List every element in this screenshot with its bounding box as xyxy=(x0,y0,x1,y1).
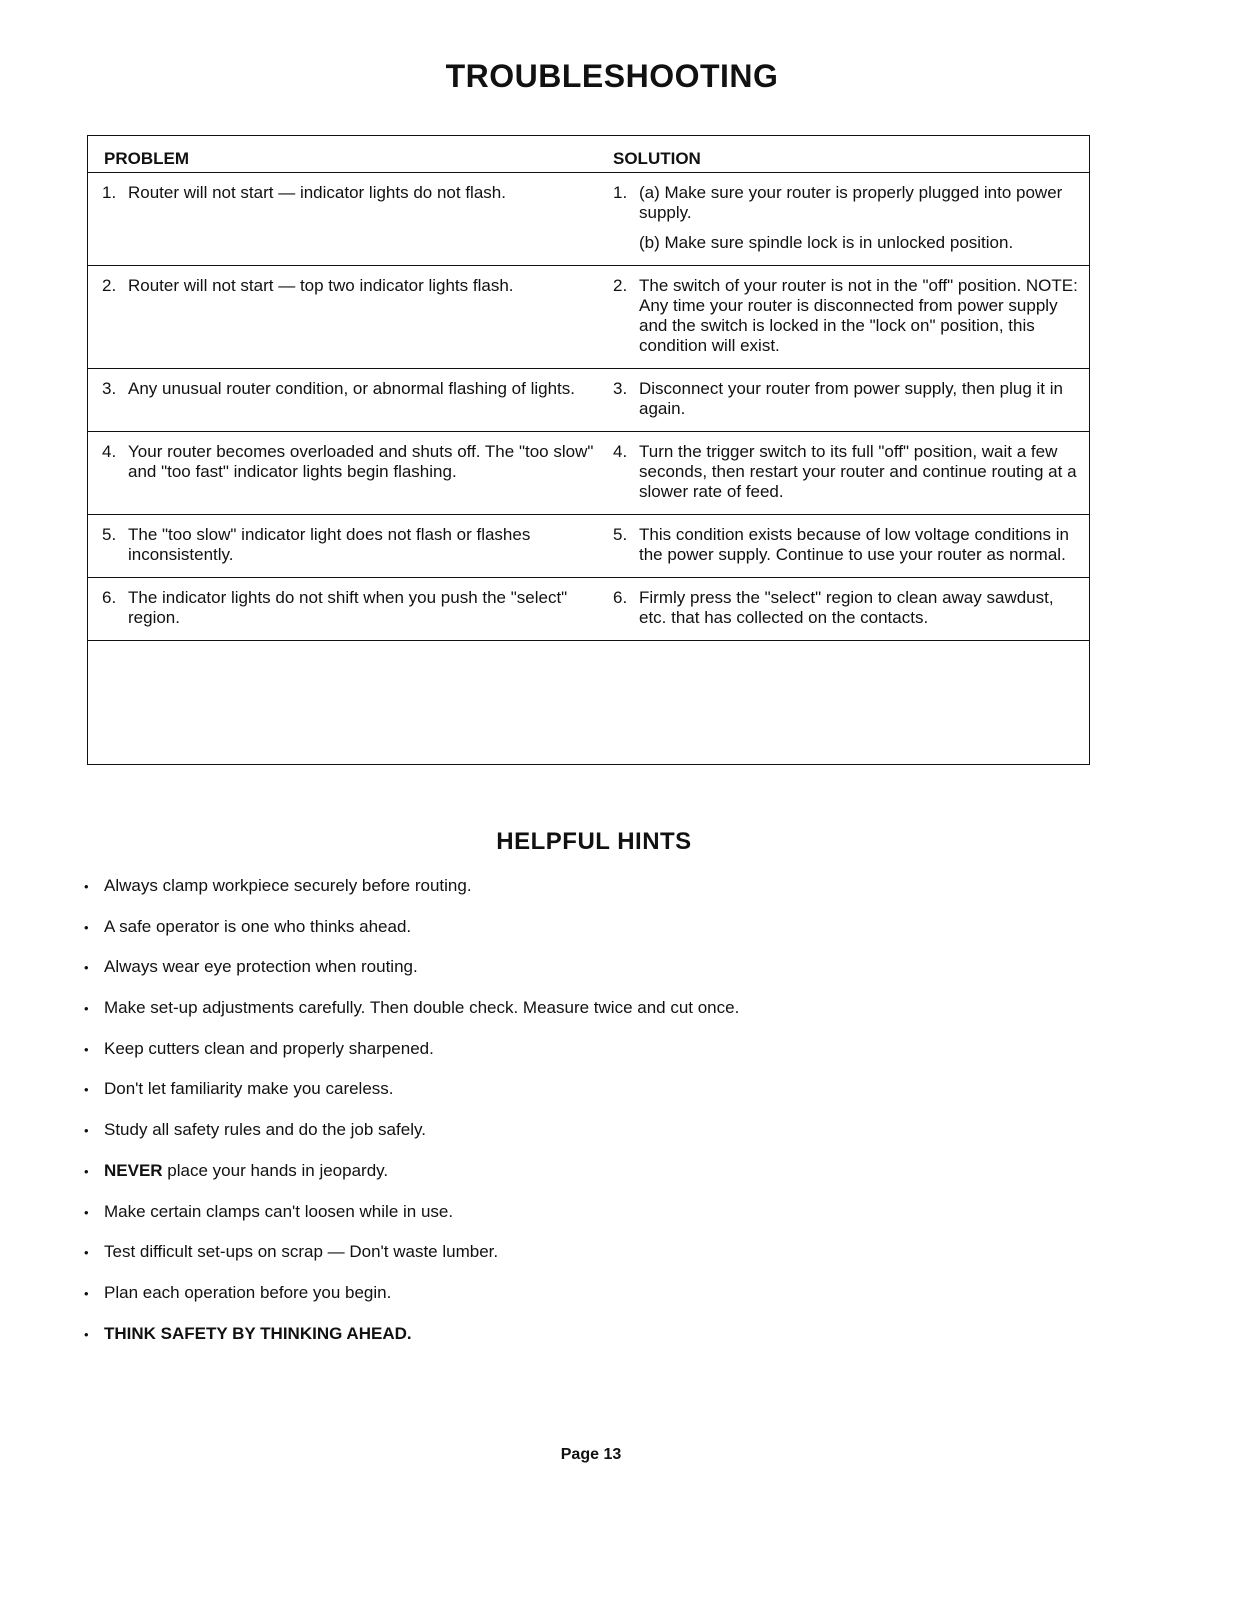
solution-cell xyxy=(607,369,1090,432)
bullet-icon: • xyxy=(84,1245,89,1261)
solution-cell xyxy=(607,578,1090,641)
solution-cell xyxy=(607,173,1090,266)
bullet-icon: • xyxy=(84,1082,89,1098)
solution-text: Firmly press the "select" region to clean away sawdust, etc. that has collected on the contacts. xyxy=(639,588,1054,627)
table-row xyxy=(87,266,1090,369)
troubleshooting-table xyxy=(87,135,1090,641)
hint-body: Test difficult set-ups on scrap — Don't waste lumber. xyxy=(104,1242,499,1262)
solution-number: 2. xyxy=(613,276,628,295)
problem-text: Any unusual router condition, or abnormal flashing of lights. xyxy=(128,379,575,398)
hint-body: A safe operator is one who thinks ahead. xyxy=(104,916,412,936)
problem-number: 1. xyxy=(102,183,117,202)
problem-text: The indicator lights do not shift when you push the "select" region. xyxy=(128,588,568,627)
bullet-icon: • xyxy=(84,1204,89,1220)
solution-text: The switch of your router is not in the "off" position. NOTE: Any time your router is disconnected from power supply and the switch is locked in the "lock on" position, this condition will exist. xyxy=(639,276,1078,355)
bullet-icon: • xyxy=(84,879,89,894)
solution-number: 1. xyxy=(613,183,628,202)
list-item xyxy=(84,1283,739,1324)
problem-cell xyxy=(87,173,607,266)
bullet-icon: • xyxy=(84,1041,89,1057)
hint-body: Study all safety rules and do the job safely. xyxy=(104,1120,426,1140)
table-row xyxy=(87,432,1090,515)
hint-body: Always clamp workpiece securely before routing. xyxy=(104,876,472,895)
hint-body: Don't let familiarity make you careless. xyxy=(104,1079,394,1099)
solution-text: Turn the trigger switch to its full "off" position, wait a few seconds, then restart your router and continue routing at a slower rate of feed. xyxy=(639,442,1077,501)
list-item xyxy=(84,917,739,958)
solution-cell xyxy=(607,432,1090,515)
hint-text xyxy=(104,1324,412,1344)
problem-cell xyxy=(87,515,607,578)
solution-number: 6. xyxy=(613,588,628,607)
bullet-icon: • xyxy=(84,1285,89,1301)
list-item xyxy=(84,1079,739,1120)
bullet-icon: • xyxy=(84,1001,89,1017)
hint-text xyxy=(104,957,418,977)
table-row xyxy=(87,578,1090,641)
list-item xyxy=(84,1039,739,1080)
bullet-icon: • xyxy=(84,960,89,976)
bullet-icon: • xyxy=(84,1326,89,1342)
helpful-hints-title: HELPFUL HINTS xyxy=(496,828,692,855)
hint-text xyxy=(104,998,739,1018)
hint-text xyxy=(104,917,411,937)
problem-text: The "too slow" indicator light does not flash or flashes inconsistently. xyxy=(128,525,531,564)
hint-text xyxy=(104,1161,388,1181)
problem-cell xyxy=(87,578,607,641)
solution-cell xyxy=(607,266,1090,369)
solution-text: (b) Make sure spindle lock is in unlocked position. xyxy=(639,233,1014,252)
hint-text xyxy=(104,1283,391,1303)
hint-text xyxy=(104,1202,453,1222)
solution-text: (a) Make sure your router is properly plugged into power supply. xyxy=(639,183,1063,222)
hint-text xyxy=(104,1242,498,1262)
bullet-icon: • xyxy=(84,1163,89,1179)
table-row xyxy=(87,515,1090,578)
table-row xyxy=(87,173,1090,266)
hint-body: Make certain clamps can't loosen while in use. xyxy=(104,1201,454,1221)
solution-number: 3. xyxy=(613,379,628,398)
hint-emphasis: NEVER xyxy=(104,1160,163,1180)
problem-cell xyxy=(87,369,607,432)
list-item xyxy=(84,998,739,1039)
list-item xyxy=(84,1242,739,1283)
solution-number: 4. xyxy=(613,442,628,461)
helpful-hints-list xyxy=(84,876,739,1364)
list-item xyxy=(84,1161,739,1202)
header-problem: PROBLEM xyxy=(87,136,607,173)
hint-text xyxy=(104,1039,434,1059)
problem-number: 2. xyxy=(102,276,117,295)
problem-text: Router will not start — indicator lights do not flash. xyxy=(128,183,506,202)
hint-body: Keep cutters clean and properly sharpened. xyxy=(104,1038,434,1058)
problem-cell xyxy=(87,432,607,515)
table-row xyxy=(87,369,1090,432)
list-item xyxy=(84,876,739,917)
problem-number: 3. xyxy=(102,379,117,398)
page-title: TROUBLESHOOTING xyxy=(445,58,779,94)
header-solution: SOLUTION xyxy=(607,136,1090,173)
problem-number: 6. xyxy=(102,588,117,607)
hint-body: Make set-up adjustments carefully. Then double check. Measure twice and cut once. xyxy=(104,998,740,1018)
hint-body: Plan each operation before you begin. xyxy=(104,1282,392,1302)
solution-number: 5. xyxy=(613,525,628,544)
hint-text xyxy=(104,876,472,896)
problem-text: Your router becomes overloaded and shuts off. The "too slow" and "too fast" indicator lights begin flashing. xyxy=(128,442,594,481)
list-item xyxy=(84,957,739,998)
list-item xyxy=(84,1120,739,1161)
list-item xyxy=(84,1324,739,1365)
problem-number: 4. xyxy=(102,442,117,461)
hint-body: place your hands in jeopardy. xyxy=(162,1160,389,1180)
list-item xyxy=(84,1202,739,1243)
bullet-icon: • xyxy=(84,919,89,935)
problem-text: Router will not start — top two indicator lights flash. xyxy=(128,276,514,295)
troubleshooting-rows xyxy=(87,173,1090,641)
hint-emphasis: THINK SAFETY BY THINKING AHEAD. xyxy=(104,1323,412,1343)
hint-body: Always wear eye protection when routing. xyxy=(104,957,418,977)
hint-text xyxy=(104,1120,426,1140)
bullet-icon: • xyxy=(84,1123,89,1139)
solution-text: Disconnect your router from power supply, then plug it in again. xyxy=(639,379,1063,418)
hint-text xyxy=(104,1079,394,1099)
problem-cell xyxy=(87,266,607,369)
problem-number: 5. xyxy=(102,525,117,544)
solution-cell xyxy=(607,515,1090,578)
page-number: Page 13 xyxy=(560,1446,622,1463)
solution-text: This condition exists because of low voltage conditions in the power supply. Continue to use your router as normal. xyxy=(639,525,1069,564)
